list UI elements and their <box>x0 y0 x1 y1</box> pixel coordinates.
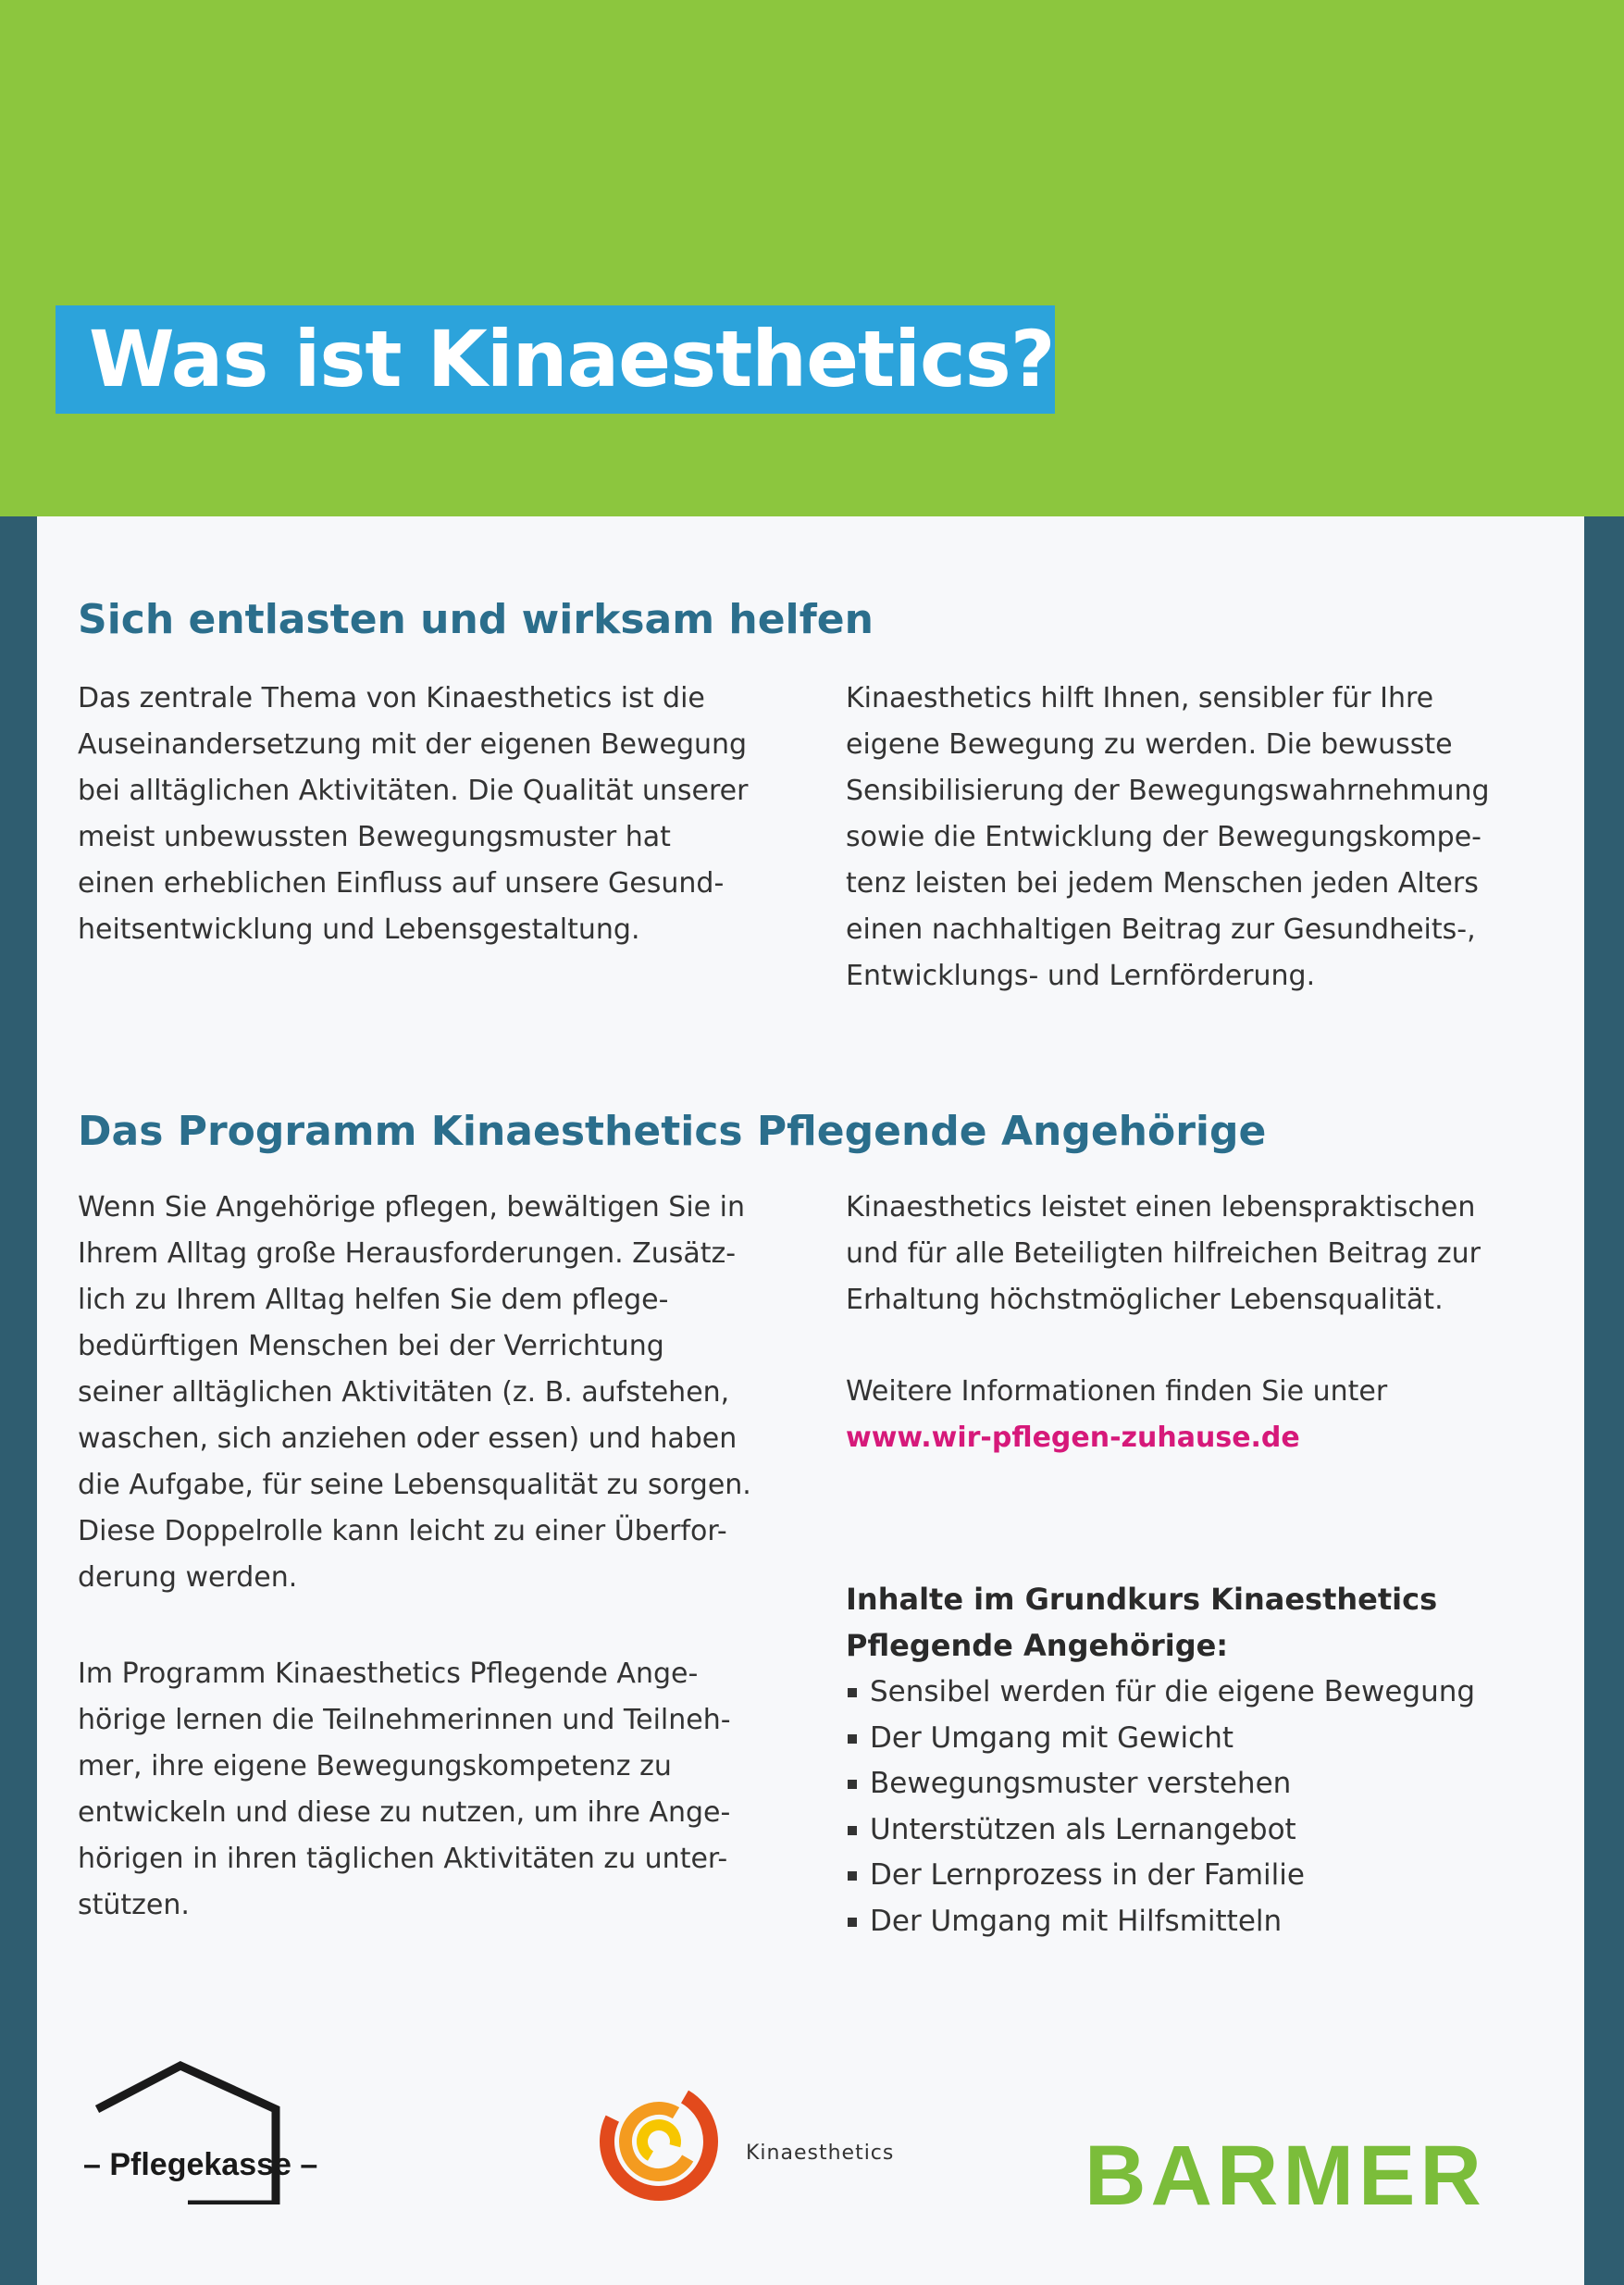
bullet-icon <box>848 1871 857 1881</box>
pflegekasse-label: – Pflegekasse – <box>83 2147 318 2182</box>
list-item: Der Umgang mit Gewicht <box>846 1716 1475 1762</box>
list-item: Der Lernprozess in der Familie <box>846 1853 1475 1899</box>
kinaesthetics-label: Kinaesthetics <box>746 2142 895 2165</box>
section1-left-paragraph: Das zentrale Thema von Kinaesthetics ist die Auseinandersetzung mit der eigenen Bewegung bei alltäglichen Aktivitäten. Die Qualität unserer meist unbewussten Bewegungsmuster hat einen erheblichen Einfluss auf unsere Gesund- heitsentwicklung und Lebensgestaltung. <box>78 682 749 946</box>
kinaesthetics-swirl-icon <box>594 2077 724 2206</box>
kinaesthetics-logo <box>594 2077 724 2206</box>
page-title: Was ist Kinaesthetics? <box>89 314 1055 404</box>
title-banner <box>56 305 1055 414</box>
section-heading-entlasten: Sich entlasten und wirksam helfen <box>78 596 874 643</box>
info-link[interactable]: www.wir-pflegen-zuhause.de <box>846 1422 1300 1454</box>
pflegekasse-logo <box>74 2056 352 2204</box>
list-item: Der Umgang mit Hilfsmitteln <box>846 1899 1475 1945</box>
section-heading-programm: Das Programm Kinaesthetics Pflegende Angehörige <box>78 1108 1267 1155</box>
list-item: Sensibel werden für die eigene Bewegung <box>846 1670 1475 1716</box>
bullet-icon <box>848 1918 857 1927</box>
content-sheet <box>37 516 1584 2285</box>
info-text: Weitere Informationen finden Sie unter <box>846 1375 1388 1408</box>
bullet-icon <box>848 1826 857 1835</box>
bullet-icon <box>848 1688 857 1697</box>
contents-list <box>846 1670 1475 1945</box>
bullet-icon <box>848 1780 857 1789</box>
section2-left-paragraph-1: Wenn Sie Angehörige pflegen, bewältigen Sie in Ihrem Alltag große Herausforderungen. Zusätz- lich zu Ihrem Alltag helfen Sie dem pflege- bedürftigen Menschen bei der Verrichtung seiner alltäglichen Aktivitäten (z. B. aufstehen, waschen, sich anziehen oder essen) und haben die Aufgabe, für seine Lebensqualität zu sorgen. Diese Doppelrolle kann leicht zu einer Überfor- derung werden. <box>78 1191 751 1594</box>
section2-left-paragraph-2: Im Programm Kinaesthetics Pflegende Ange- hörige lernen die Teilnehmerinnen und Teilneh- mer, ihre eigene Bewegungskompetenz zu entwickeln und diese zu nutzen, um ihre Ange- hörigen in ihren täglichen Aktivitäten zu unter- stützen. <box>78 1658 731 1921</box>
list-item: Bewegungsmuster verstehen <box>846 1761 1475 1807</box>
bullet-icon <box>848 1734 857 1744</box>
header-band <box>0 0 1624 516</box>
section1-right-paragraph: Kinaesthetics hilft Ihnen, sensibler für Ihre eigene Bewegung zu werden. Die bewusste Sensibilisierung der Bewegungswahrnehmung sowie die Entwicklung der Bewegungskompe- tenz leisten bei jedem Menschen jeden Alters einen nachhaltigen Beitrag zur Gesundheits-, Entwicklungs- und Lernförderung. <box>846 682 1490 992</box>
section2-right-paragraph: Kinaesthetics leistet einen lebenspraktischen und für alle Beteiligten hilfreichen Beitrag zur Erhaltung höchstmöglicher Lebensqualität. <box>846 1191 1481 1316</box>
contents-heading: Inhalte im Grundkurs Kinaesthetics Pflegende Angehörige: <box>846 1582 1438 1663</box>
barmer-logo: BARMER <box>1085 2129 1486 2223</box>
list-item: Unterstützen als Lernangebot <box>846 1807 1475 1854</box>
